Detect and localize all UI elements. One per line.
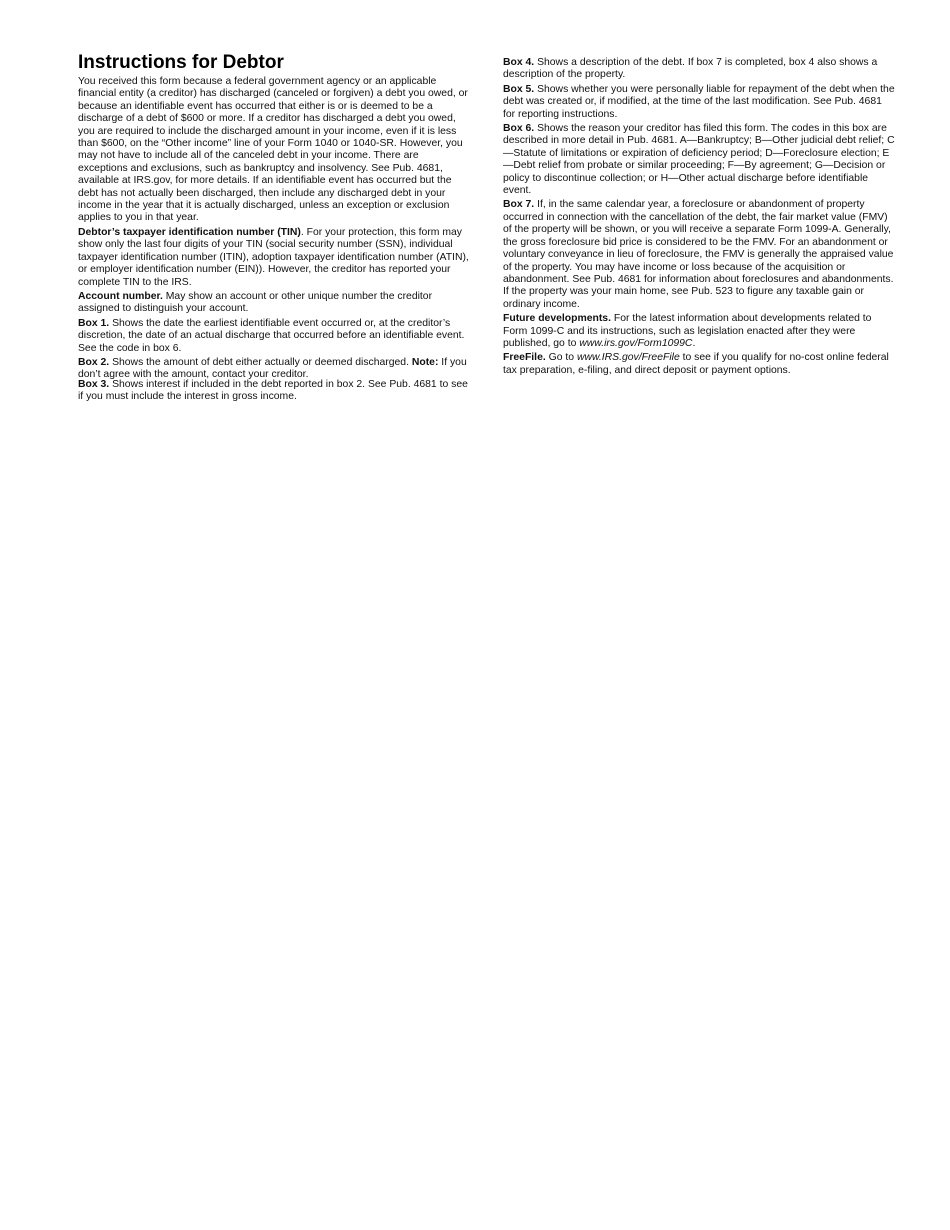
intro-paragraph — [78, 76, 470, 225]
box4-paragraph — [503, 57, 895, 82]
freefile-text-after: to see if you qualify for no-cost online federal tax preparation, e-filing, and direct deposit or payment options. — [503, 352, 889, 376]
future-developments-paragraph — [503, 313, 895, 350]
box3-text: Shows interest if included in the debt reported in box 2. See Pub. 4681 to see if you must include the interest in gross income. — [78, 378, 468, 403]
box2-label: Box 2. — [78, 356, 110, 368]
box1-text: Shows the date the earliest identifiable event occurred or, at the creditor’s discretion, the date of an actual discharge that occurred before an identifiable event. See the code in box 6. — [78, 317, 465, 354]
future-end: . — [692, 337, 696, 349]
account-text: May show an account or other unique number the creditor assigned to distinguish your account. — [78, 290, 433, 315]
box2-note-label: Note: — [411, 356, 439, 368]
box2-text: Shows the amount of debt either actually or deemed discharged. — [109, 356, 412, 368]
box6-paragraph — [503, 123, 895, 197]
freefile-link[interactable]: www.IRS.gov/FreeFile — [576, 352, 680, 364]
freefile-paragraph — [503, 352, 895, 377]
box3-label: Box 3. — [78, 378, 110, 390]
form1099c-link[interactable]: www.irs.gov/Form1099C — [579, 337, 693, 349]
tin-paragraph — [78, 227, 470, 289]
page-title: Instructions for Debtor — [78, 52, 284, 73]
left-column — [78, 52, 470, 406]
box5-text: Shows whether you were personally liable for repayment of the debt when the debt was created or, if modified, at the time of the last modification. See Pub. 4681 for reporting instructions. — [503, 83, 895, 120]
box7-label: Box 7. — [503, 199, 535, 211]
future-label: Future developments. — [503, 313, 611, 325]
box6-label: Box 6. — [503, 123, 535, 135]
tin-text: . For your protection, this form may show only the last four digits of your TIN (social security number (SSN), individual taxpayer identification number (ITIN), adoption taxpayer identification number (ATIN), or employer identification number (EIN)). However, the creditor has reported your complete TIN to the IRS. — [78, 226, 469, 288]
freefile-label: FreeFile. — [503, 352, 546, 364]
right-column — [503, 57, 895, 379]
box5-paragraph — [503, 84, 895, 121]
box3-paragraph — [78, 379, 470, 404]
account-label: Account number. — [78, 290, 163, 302]
box7-text: If, in the same calendar year, a foreclosure or abandonment of property occurred in connection with the cancellation of the debt, the fair market value (FMV) of the property will be shown, or you will receive a separate Form 1099-A. Generally, the gross foreclosure bid price is considered to be the FMV. For an abandonment or voluntary conveyance in lieu of foreclosure, the FMV is generally the appraised value of the property. You may have income or loss because of the acquisition or abandonment. See Pub. 4681 for information about foreclosures and abandonments. If the property was your main home, see Pub. 523 to figure any taxable gain or ordinary income. — [503, 199, 894, 310]
box5-label: Box 5. — [503, 83, 535, 95]
account-paragraph — [78, 291, 470, 316]
box1-paragraph — [78, 318, 470, 355]
box6-text: Shows the reason your creditor has filed this form. The codes in this box are described in more detail in Pub. 4681. A—Bankruptcy; B—Other judicial debt relief; C—Statute of limitations or expiration of deficiency period; D—Foreclosure election; E—Debt relief from probate or similar proceeding; F—By agreement; G—Decision or policy to discontinue collection; or H—Other actual discharge before identifiable event. — [503, 123, 895, 197]
box2-note-text: If you don’t agree with the amount, contact your creditor. — [78, 356, 467, 381]
intro-text: You received this form because a federal government agency or an applicable financial entity (a creditor) has discharged (canceled or forgiven) a debt you owed, or because an identifiable event has occurred that either is or is deemed to be a discharge of a debt of $600 or more. If a creditor has discharged a debt you owed, you are required to include the discharged amount in your income, even if it is less than $600, on the “Other income” line of your Form 1040 or 1040-SR. However, you may not have to include all of the canceled debt in your income. There are exceptions and exclusions, such as bankruptcy and insolvency. See Pub. 4681, available at IRS.gov, for more details. If an identifiable event has occurred but the debt has not actually been discharged, then include any discharged debt in your income in the year that it is actually discharged, unless an exception or exclusion applies to you in that year. — [78, 76, 468, 224]
box4-label: Box 4. — [503, 57, 535, 68]
tin-label: Debtor’s taxpayer identification number (TIN) — [78, 226, 301, 238]
box4-text: Shows a description of the debt. If box 7 is completed, box 4 also shows a description of the property. — [503, 57, 878, 81]
box1-label: Box 1. — [78, 317, 110, 329]
future-text: For the latest information about developments related to Form 1099-C and its instructions, such as legislation enacted after they were published, go to — [503, 313, 872, 349]
box7-paragraph — [503, 199, 895, 311]
freefile-text-before: Go to — [545, 352, 577, 364]
